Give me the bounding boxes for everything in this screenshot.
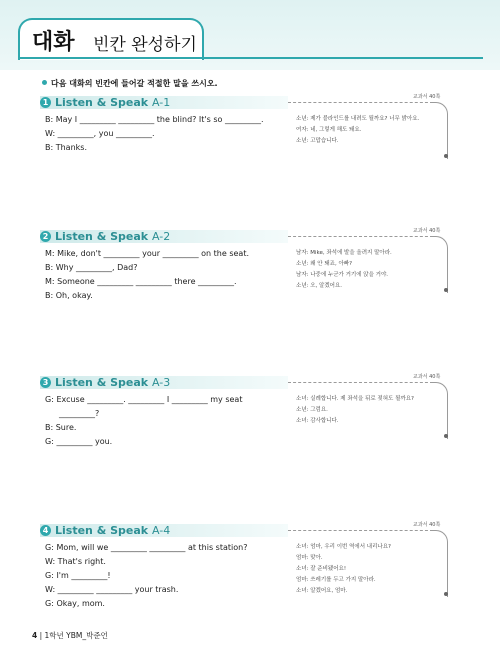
dialogue-line: B: May I _________ _________ the blind? It's so _________. xyxy=(45,115,264,124)
translation-line: 여자: 네, 그렇게 해도 돼요. xyxy=(296,127,362,133)
dialogue-line: W: _________, you _________. xyxy=(45,129,155,138)
translation-line: 엄마: 쓰레기를 두고 가지 말아라. xyxy=(296,577,376,583)
section-number-badge: 2 xyxy=(40,231,51,242)
header-rule xyxy=(18,57,483,59)
section-number-badge: 1 xyxy=(40,97,51,108)
dialogue-section-2 xyxy=(0,230,500,370)
dashed-connector xyxy=(288,236,433,237)
english-dialogue xyxy=(45,113,285,155)
dialogue-line: M: Someone _________ _________ there _________. xyxy=(45,277,237,286)
translation-line: 소년: 제가 블라인드를 내려도 될까요? 너무 밝아요. xyxy=(296,116,420,122)
translation-line: 엄마: 맞아. xyxy=(296,555,323,561)
translation-line: 소녀: 감사합니다. xyxy=(296,418,339,424)
textbook-page-label: 교과서 40쪽 xyxy=(413,522,441,528)
translation-line: 소녀: 알겠어요, 엄마. xyxy=(296,588,348,594)
section-title: Listen & Speak A-1 xyxy=(55,96,171,109)
dialogue-line: M: Mike, don't _________ your _________ on the seat. xyxy=(45,249,250,258)
bracket-dot-icon xyxy=(444,288,448,292)
footer-text: | 1학년 YBM_박준언 xyxy=(39,631,108,640)
section-title: Listen & Speak A-4 xyxy=(55,524,171,537)
korean-translation xyxy=(296,248,436,292)
dialogue-section-1 xyxy=(0,96,500,236)
dialogue-line: B: Why _________, Dad? xyxy=(45,263,138,272)
instruction-text: 다음 대화의 빈칸에 들어갈 적절한 말을 쓰시오. xyxy=(51,79,218,88)
section-title: Listen & Speak A-3 xyxy=(55,376,171,389)
dialogue-section-3 xyxy=(0,376,500,516)
dialogue-line: G: Mom, will we _________ _________ at this station? xyxy=(45,543,248,552)
translation-line: 소년: 그럼요. xyxy=(296,407,328,413)
translation-line: 남자: Mike, 좌석에 발을 올려지 말아라. xyxy=(296,250,392,256)
dashed-connector xyxy=(288,102,433,103)
page-subtitle: 빈칸 완성하기 xyxy=(93,35,197,55)
dialogue-line: B: Sure. xyxy=(45,423,77,432)
dialogue-line: G: Okay, mom. xyxy=(45,599,105,608)
textbook-page-label: 교과서 40쪽 xyxy=(413,228,441,234)
translation-line: 소녀: 엄마, 우리 이번 역에서 내리나요? xyxy=(296,544,391,550)
translation-line: 소년: 오, 알겠어요. xyxy=(296,283,343,289)
textbook-page-label: 교과서 40쪽 xyxy=(413,94,441,100)
english-dialogue xyxy=(45,393,285,449)
dialogue-line: W: _________ _________ your trash. xyxy=(45,585,179,594)
korean-translation xyxy=(296,114,436,147)
bracket-dot-icon xyxy=(444,434,448,438)
page-number: 4 xyxy=(32,631,38,640)
instruction xyxy=(42,78,218,89)
translation-line: 남자: 나중에 누군가 거기에 앉을 거야. xyxy=(296,272,389,278)
korean-translation xyxy=(296,542,436,597)
section-number-badge: 3 xyxy=(40,377,51,388)
section-number-badge: 4 xyxy=(40,525,51,536)
dialogue-section-4 xyxy=(0,524,500,664)
translation-line: 소녀: 실례합니다. 제 좌석을 뒤로 젖혀도 될까요? xyxy=(296,396,414,402)
dialogue-line: G: I'm _________! xyxy=(45,571,111,580)
page-title: 대화 xyxy=(32,30,75,55)
textbook-page-label: 교과서 40쪽 xyxy=(413,374,441,380)
bracket-dot-icon xyxy=(444,154,448,158)
section-title: Listen & Speak A-2 xyxy=(55,230,171,243)
english-dialogue xyxy=(45,541,285,611)
translation-line: 소녀: 잘 준비됐어요! xyxy=(296,566,347,572)
korean-translation xyxy=(296,394,436,427)
bracket-dot-icon xyxy=(444,592,448,596)
translation-line: 소년: 고맙습니다. xyxy=(296,138,339,144)
page-footer xyxy=(32,630,108,641)
dialogue-line: G: Excuse _________. _________ I _________ my seat xyxy=(45,395,243,404)
dialogue-line: W: That's right. xyxy=(45,557,106,566)
dialogue-line: B: Oh, okay. xyxy=(45,291,93,300)
dashed-connector xyxy=(288,382,433,383)
dashed-connector xyxy=(288,530,433,531)
dialogue-line: B: Thanks. xyxy=(45,143,87,152)
translation-line: 소년: 왜 안 돼죠, 아빠? xyxy=(296,261,353,267)
dialogue-line: G: _________ you. xyxy=(45,437,113,446)
english-dialogue xyxy=(45,247,285,303)
dialogue-line: _________? xyxy=(59,409,100,418)
bullet-icon xyxy=(42,80,47,85)
